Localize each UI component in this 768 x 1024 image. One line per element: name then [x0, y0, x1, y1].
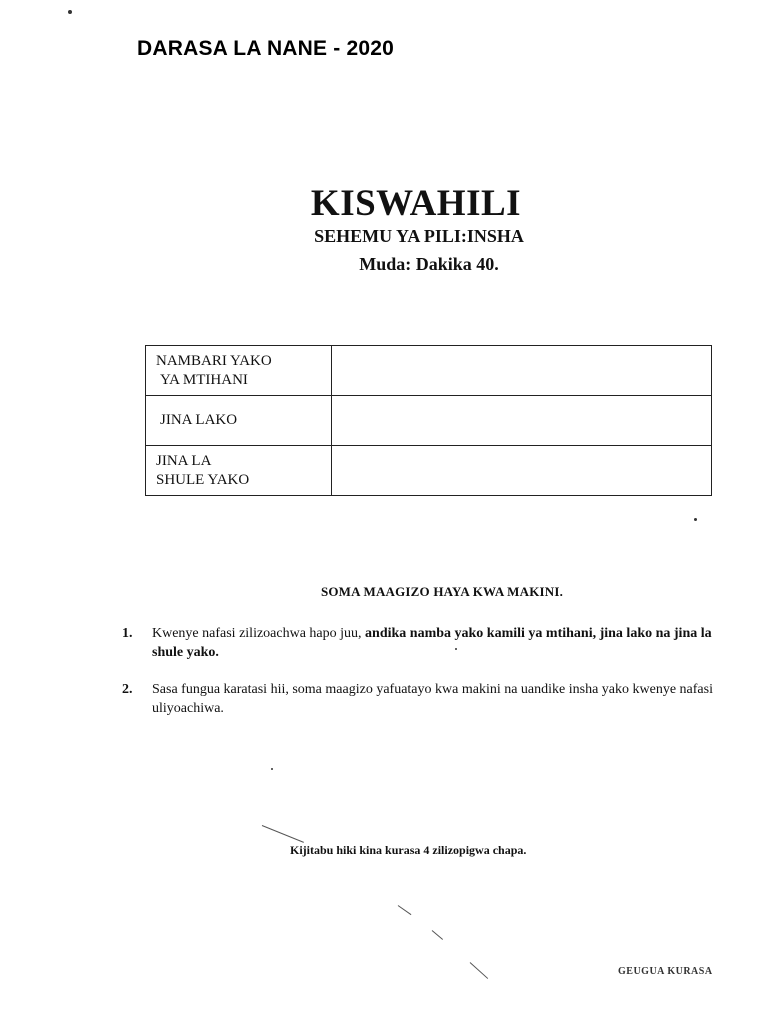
paper-part: SEHEMU YA PILI:INSHA — [314, 226, 524, 246]
instruction-text-plain: Kwenye nafasi zilizoachwa hapo juu, — [152, 626, 366, 641]
table-row — [146, 446, 712, 496]
exam-number-label — [146, 346, 332, 396]
label-line: NAMBARI YAKO — [156, 352, 272, 369]
scan-speck — [68, 10, 72, 14]
scan-stroke — [432, 930, 443, 940]
table-row — [146, 396, 712, 446]
page-count-note: Kijitabu hiki kina kurasa 4 zilizopigwa chapa. — [290, 843, 527, 857]
instruction-text — [152, 624, 727, 662]
scan-stroke — [470, 962, 489, 979]
label-line: YA MTIHANI — [160, 371, 248, 388]
exam-class-header: DARASA LA NANE - 2020 — [137, 37, 395, 60]
scan-speck — [694, 518, 697, 521]
school-name-label — [146, 446, 332, 496]
subject-title: KISWAHILI — [310, 183, 522, 224]
exam-number-field[interactable] — [332, 346, 712, 396]
instruction-number: 1. — [122, 626, 133, 641]
instruction-text: Sasa fungua karatasi hii, soma maagizo yafuatayo kwa makini na uandike insha yako kwenye nafasi uliyoachiwa. — [152, 682, 713, 716]
name-label — [146, 396, 332, 446]
instruction-text-bold: andika namba yako kamili ya mtihani, jina lako na jina la shule yako. — [152, 626, 712, 660]
scan-stroke — [262, 825, 304, 843]
label-line: JINA LA — [156, 452, 212, 469]
candidate-info-table — [145, 345, 712, 496]
name-field[interactable] — [332, 396, 712, 446]
school-name-field[interactable] — [332, 446, 712, 496]
scan-stroke — [398, 905, 412, 915]
turn-page-note: GEUGUA KURASA — [618, 966, 713, 977]
exam-duration: Muda: Dakika 40. — [359, 254, 499, 274]
scan-speck — [455, 648, 457, 650]
label-line: SHULE YAKO — [156, 471, 250, 488]
instructions-heading: SOMA MAAGIZO HAYA KWA MAKINI. — [320, 584, 564, 599]
label-line: JINA LAKO — [160, 412, 238, 428]
table-row — [146, 346, 712, 396]
scan-speck — [271, 768, 273, 770]
instruction-number: 2. — [122, 682, 133, 697]
